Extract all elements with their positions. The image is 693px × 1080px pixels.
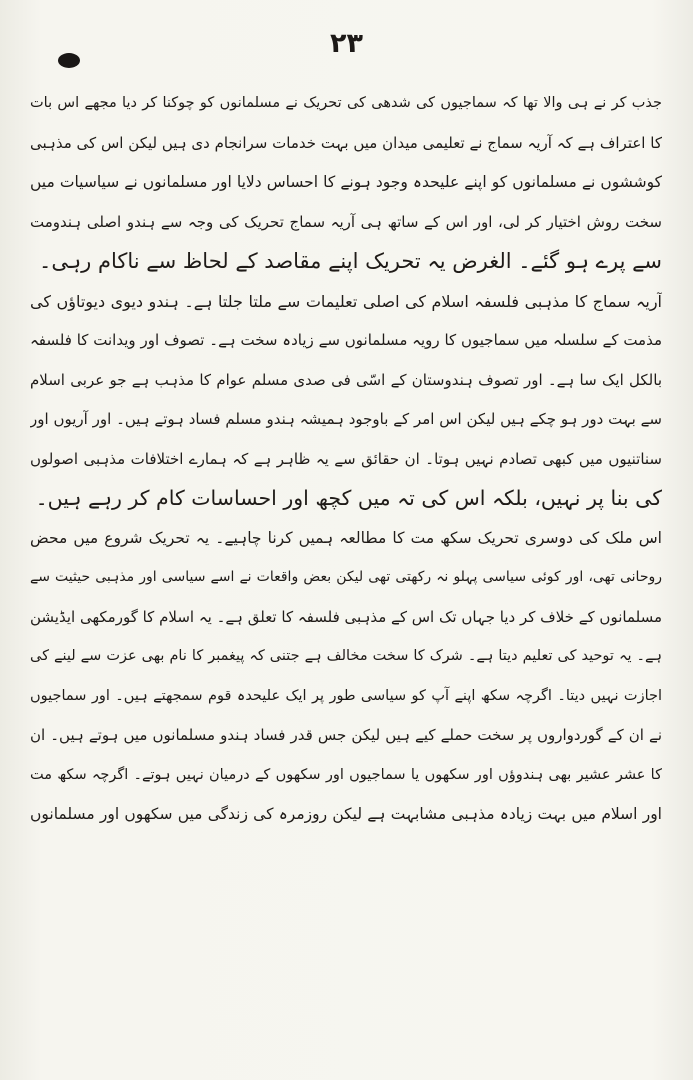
text-line: بالکل ایک سا ہے۔ اور تصوف ہندوستان کے اسّی فی صدی مسلم عوام کا مذہب ہے جو عربی اسلام bbox=[30, 370, 662, 389]
text-line: سخت روش اختیار کر لی، اور اس کے ساتھ ہی آریہ سماج تحریک کی وجہ سے ہندو اصلی ہندومت bbox=[30, 212, 662, 231]
text-line: مذمت کے سلسلہ میں سماجیوں کا رویہ مسلمانوں سے زیادہ سخت ہے۔ تصوف اور ویدانت کا فلسفہ bbox=[30, 331, 662, 349]
text-line: اجازت نہیں دیتا۔ اگرچہ سکھ اپنے آپ کو سیاسی طور پر ایک علیحدہ قوم سمجھتے ہیں۔ اور سماجیوں bbox=[30, 687, 662, 704]
text-line: سناتنیوں میں کبھی تصادم نہیں ہوتا۔ ان حقائق سے یہ ظاہر ہے کہ ہمارے اختلافات مذہبی اصولوں bbox=[30, 449, 662, 468]
text-line: جذب کر نے ہی والا تھا کہ سماجیوں کی شدھی کی تحریک نے مسلمانوں کو چوکنا کر دیا مجھے اس بات bbox=[30, 95, 662, 111]
text-line: کا عشر عشیر بھی ہندوؤں اور سکھوں یا سماجیوں اور سکھوں کے درمیان نہیں ہوتے۔ اگرچہ سکھ مت bbox=[30, 766, 662, 783]
text-line: سے بہت دور ہو چکے ہیں لیکن اس امر کے باوجود ہمیشہ ہندو مسلم فساد ہوتے ہیں۔ اور آریوں اور bbox=[30, 410, 662, 428]
text-line: نے ان کے گوردواروں پر سخت حملے کیے ہیں لیکن جس قدر فساد ہندو مسلمانوں میں ہوتے ہیں۔ ان bbox=[30, 726, 662, 744]
text-line: کوششوں نے مسلمانوں کو اپنے علیحدہ وجود ہونے کا احساس دلایا اور مسلمانوں نے سیاسیات میں bbox=[30, 173, 662, 191]
text-line: روحانی تھی، اور کوئی سیاسی پہلو نہ رکھتی تھی لیکن بعض واقعات نے اسے سیاسی اور مذہبی حیثیت سے bbox=[30, 569, 662, 585]
text-line: کی بنا پر نہیں، بلکہ اس کی تہ میں کچھ اور احساسات کام کر رہے ہیں۔ bbox=[35, 486, 662, 510]
text-line: آریہ سماج کا مذہبی فلسفہ اسلام کی اصلی تعلیمات سے ملتا جلتا ہے۔ ہندو دیوی دیوتاؤں کی bbox=[30, 291, 662, 311]
text-line: اس ملک کی دوسری تحریک سکھ مت کا مطالعہ ہمیں کرنا چاہیے۔ یہ تحریک شروع میں محض bbox=[30, 528, 662, 547]
text-line: اور اسلام میں بہت زیادہ مذہبی مشابہت ہے لیکن روزمرہ کی زندگی میں سکھوں اور مسلمانوں bbox=[30, 805, 662, 823]
text-line: کا اعتراف ہے کہ آریہ سماج نے تعلیمی میدان میں بہت خدمات سرانجام دی ہیں لیکن اس کی مذہبی bbox=[30, 133, 662, 152]
page-number: ۲۳ bbox=[330, 28, 363, 59]
text-line: ہے۔ یہ توحید کی تعلیم دیتا ہے۔ شرک کا سخت مخالف ہے جتنی کہ پیغمبر کا نام بھی عزت سے لینے کی bbox=[30, 648, 662, 664]
text-line: سے پرے ہو گئے۔ الغرض یہ تحریک اپنے مقاصد کے لحاظ سے ناکام رہی۔ bbox=[39, 249, 662, 273]
body-text bbox=[30, 84, 662, 835]
text-line: مسلمانوں کے خلاف کر دیا جہاں تک اس کے مذہبی فلسفہ کا تعلق ہے۔ یہ اسلام کا گورمکھی ایڈیشن bbox=[30, 607, 662, 626]
